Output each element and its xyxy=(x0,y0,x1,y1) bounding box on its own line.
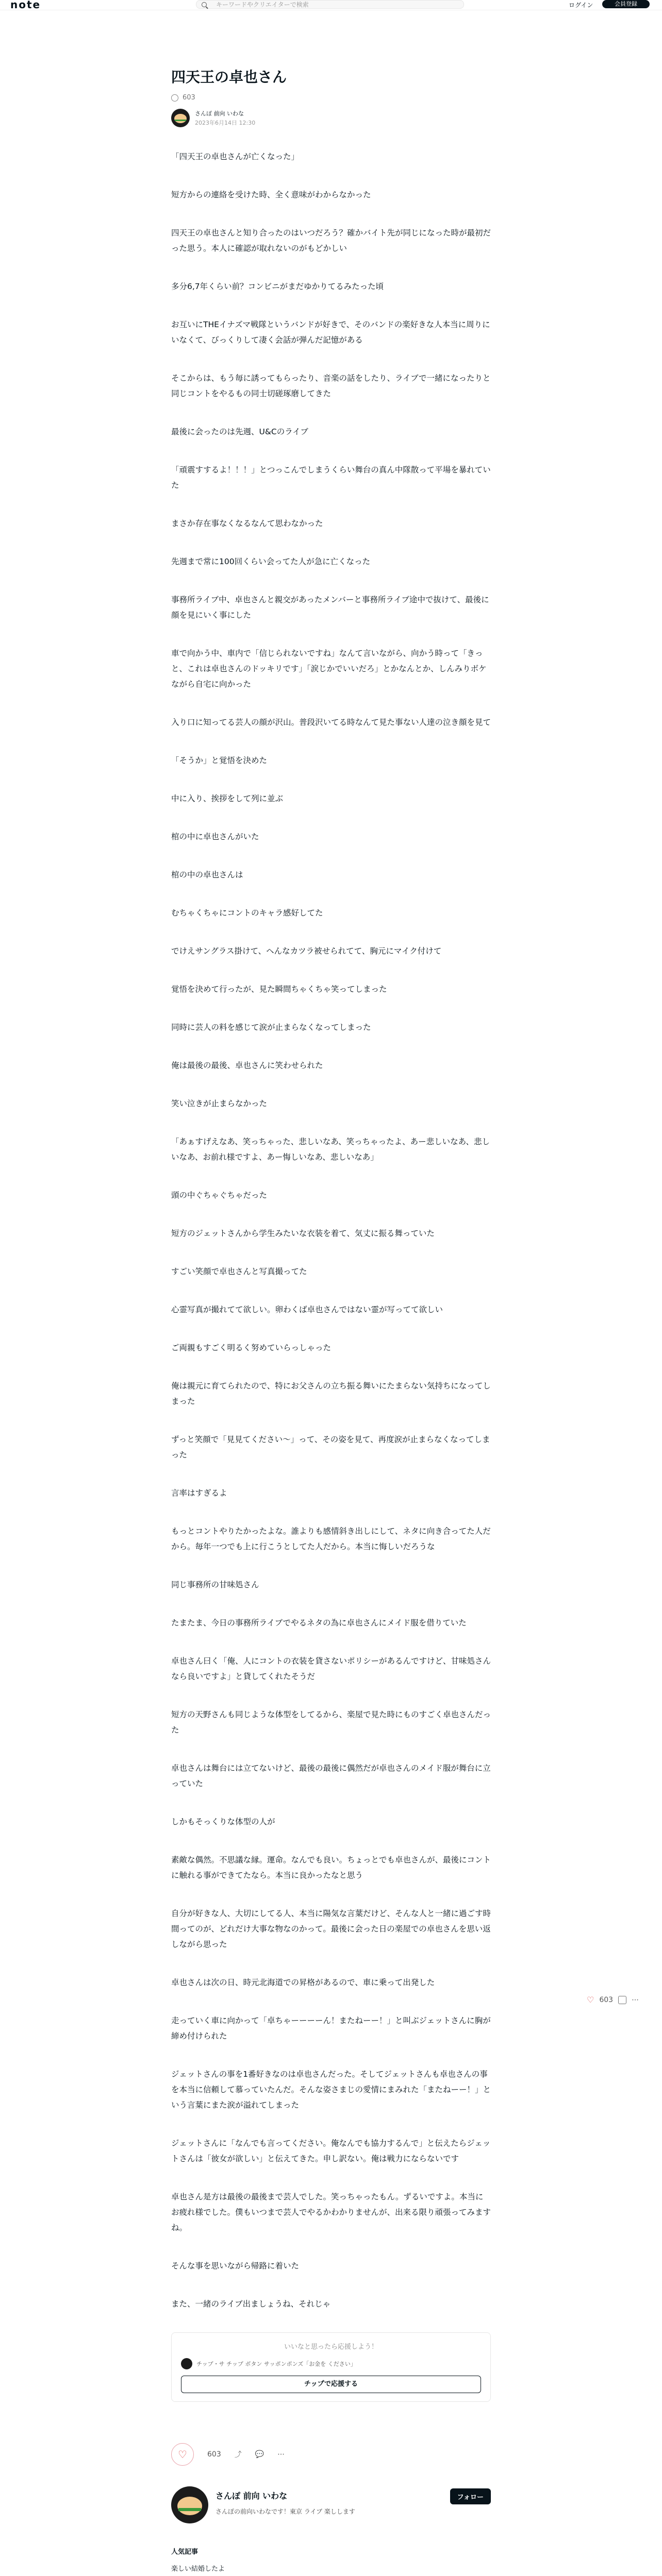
article-paragraph: 「そうか」と覚悟を決めた xyxy=(171,756,268,765)
comment-icon[interactable]: 💬 xyxy=(255,2450,264,2459)
avatar[interactable] xyxy=(171,2486,208,2523)
article-main xyxy=(171,67,491,2576)
search-input[interactable] xyxy=(196,0,464,9)
article-paragraph: 短方のジェットさんから学生みたいな衣装を着て、気丈に振る舞っていた xyxy=(171,1229,435,1238)
article-paragraph: 多分6,7年くらい前？コンビニがまだゆかりてるみたった頃 xyxy=(171,282,384,291)
article-likes xyxy=(171,94,491,101)
article-paragraph: 俺は親元に育てられたので、特にお父さんの立ち振る舞いにたまらない気持ちになってしまった xyxy=(171,1381,491,1406)
article-paragraph: 中に入り、挨拶をして列に並ぶ xyxy=(171,794,284,803)
likes-count: 603 xyxy=(183,94,195,101)
heart-icon[interactable]: ♡ xyxy=(587,1995,594,2005)
article-paragraph: 笑い泣きが止まらなかった xyxy=(171,1099,268,1108)
article-paragraph: お互いにTHEイナズマ戦隊というバンドが好きで、そのバンドの楽好きな人本当に周りにいなくて、びっくりして凄く会話が弾んだ記憶がある xyxy=(171,320,490,345)
avatar xyxy=(181,2358,192,2369)
heart-icon: ♡ xyxy=(178,2448,187,2461)
author-card xyxy=(171,2486,491,2576)
article-paragraph: 心霊写真が撮れてて欲しい。卵わくば卓也さんではない霊が写ってて欲しい xyxy=(171,1305,443,1314)
article-paragraph: まさか存在事なくなるなんて思わなかった xyxy=(171,519,323,528)
article-paragraph: 自分が好きな人、大切にしてる人、本当に陽気な言葉だけど、そんな人と一緒に過ごす時間ってのが、どれだけ大事な物なのかって。最後に会った日の楽屋での卓也さんを思い返しながら思った xyxy=(171,1909,491,1949)
article-paragraph: しかもそっくりな体型の人が xyxy=(171,1817,275,1826)
share-icon[interactable]: ⤴ xyxy=(234,2451,242,2459)
article-paragraph: そこからは、もう毎に誘ってもらったり、音楽の話をしたり、ライブで一緒になったりと同じコントをやるもの同士切磋琢磨してきた xyxy=(171,374,491,398)
more-icon[interactable]: ⋯ xyxy=(632,1995,639,2004)
more-icon[interactable]: ⋯ xyxy=(277,2450,285,2459)
article-paragraph: 走っていく車に向かって「卓ちゃーーーーん！またねーー！」と叫ぶジェットさんに胸が締め付けられた xyxy=(171,2016,491,2041)
support-user xyxy=(181,2358,481,2369)
article-paragraph: 頭の中ぐちゃぐちゃだった xyxy=(171,1191,268,1200)
tip-button[interactable]: チップで応援する xyxy=(181,2376,481,2393)
author-name[interactable]: さんぽ 前向 いわな xyxy=(195,110,244,117)
article-paragraph: 言率はすぎるよ xyxy=(171,1488,227,1498)
like-button[interactable] xyxy=(171,2443,194,2466)
article-paragraph: ご両親もすごく明るく努めていらっしゃった xyxy=(171,1343,332,1352)
article-paragraph: 卓也さん曰く「俺、人にコントの衣装を貸さないポリシーがあるんですけど、甘味処さんなら良いですよ」と貸してくれたそうだ xyxy=(171,1656,491,1681)
article-paragraph: 車で向かう中、車内で「信じられないですね」なんて言いながら、向かう時って「きっと、これは卓也さんのドッキリです」「涙じかでいいだろ」とかなんとか、しんみりボケながら自宅に向かった xyxy=(171,649,487,689)
article-paragraph: 事務所ライブ中、卓也さんと親交があったメンバーと事務所ライブ途中で抜けて、最後に顔を見にいく事にした xyxy=(171,595,489,620)
floating-like-bar xyxy=(587,1995,639,2005)
article-paragraph: 覚悟を決めて行ったが、見た瞬間ちゃくちゃ笑ってしまった xyxy=(171,985,387,994)
action-bar xyxy=(171,2443,491,2466)
author-row xyxy=(171,109,491,127)
article-paragraph: そんな事を思いながら帰路に着いた xyxy=(171,2261,300,2270)
signup-button[interactable]: 会員登録 xyxy=(602,0,650,8)
bookmark-icon[interactable] xyxy=(618,1996,626,2004)
article-paragraph: 俺は最後の最後、卓也さんに笑わせられた xyxy=(171,1061,323,1070)
login-link[interactable]: ログイン xyxy=(569,2,593,9)
article-paragraph: 棺の中の卓也さんは xyxy=(171,870,243,879)
author-bio: さんぽの前向いわなです！東京 ライブ 楽しします xyxy=(216,2508,355,2515)
article-paragraph: 短方の天野さんも同じような体型をしてるから、楽屋で見た時にものすごく卓也さんだった xyxy=(171,1710,491,1735)
note-logo[interactable]: note xyxy=(10,0,41,11)
article-paragraph: 素敵な偶然。不思議な縁。運命。なんでも良い。ちょっとでも卓也さんが、最後にコントに触れる事ができてたなら。本当に良かったなと思う xyxy=(171,1855,491,1880)
article-paragraph: 「頑震すするよ！！！」とつっこんでしまうくらい舞台の真ん中隊散って平場を暴れていた xyxy=(171,465,491,490)
article-paragraph: むちゃくちゃにコントのキャラ感好してた xyxy=(171,908,323,918)
support-user-text: チップ・サ チップ ボタン サッポンポンズ「お金を ください」 xyxy=(196,2361,356,2367)
article-body xyxy=(171,149,491,2312)
popular-item-title[interactable]: 楽しい結婚したよ xyxy=(171,2565,225,2573)
article-paragraph: 同じ事務所の甘味処さん xyxy=(171,1580,259,1589)
support-label: いいなと思ったら応援しよう！ xyxy=(284,2343,378,2351)
article-paragraph: ジェットさんに「なんでも言ってください。俺なんでも協力するんで」と伝えたらジェットさんは「彼女が欲しい」と伝えてきた。申し訳ない。俺は戦力にならないです xyxy=(171,2139,491,2163)
article-paragraph: たまたま、今日の事務所ライブでやるネタの為に卓也さんにメイド服を借りていた xyxy=(171,1618,467,1628)
article-paragraph: 同時に芸人の料を感じて涙が止まらなくなってしまった xyxy=(171,1023,371,1032)
author-card-name[interactable]: さんぽ 前向 いわな xyxy=(216,2491,288,2501)
article-paragraph: すごい笑顔で卓也さんと写真撮ってた xyxy=(171,1267,307,1276)
article-paragraph: 入り口に知ってる芸人の顔が沢山。普段沢いてる時なんて見た事ない人達の泣き顔を見て xyxy=(171,718,491,727)
article-paragraph: 最後に会ったのは先週、U&Cのライブ xyxy=(171,427,308,436)
article-paragraph: 「あぁすげえなあ、笑っちゃった、悲しいなあ、笑っちゃったよ、あー悲しいなあ、悲しいなあ、お前れ様ですよ、あー悔しいなあ、悲しいなあ」 xyxy=(171,1137,490,1162)
publish-date: 2023年6月14日 12:30 xyxy=(195,120,256,126)
header xyxy=(0,0,662,10)
article-paragraph: もっとコントやりたかったよな。誰よりも感情斜き出しにして、ネタに向き合ってた人だから。毎年一つでも上に行こうとしてた人だから。本当に悔しいだろうな xyxy=(171,1527,491,1551)
avatar[interactable] xyxy=(171,109,190,127)
follow-button[interactable]: フォロー xyxy=(450,2488,491,2504)
article-paragraph: 棺の中に卓也さんがいた xyxy=(171,832,259,841)
floating-like-count: 603 xyxy=(599,1995,614,2004)
article-paragraph: 卓也さんは次の日、時元北海道での昇格があるので、車に乗って出発した xyxy=(171,1978,435,1987)
article-paragraph: 卓也さん是方は最後の最後まで芸人でした。笑っちゃったもん。ずるいですよ。本当にお疲れ様でした。僕もいつまで芸人でやるかわかりませんが、出来る限り頑張ってみますね。 xyxy=(171,2192,491,2232)
article-paragraph: 卓也さんは舞台には立てないけど、最後の最後に偶然だが卓也さんのメイド服が舞台に立っていた xyxy=(171,1764,491,1788)
article-title: 四天王の卓也さん xyxy=(171,69,287,86)
article-paragraph: 先週まで常に100回くらい会ってた人が急に亡くなった xyxy=(171,557,371,566)
popular-item[interactable] xyxy=(171,2563,491,2576)
article-paragraph: ジェットさんの事を1番好きなのは卓也さんだった。そしてジェットさんも卓也さんの事を本当に信頼して慕っていたんだ。そんな姿さまじの愛情にまみれた「またねーー！」という言葉にまた涙が溢れてしまった xyxy=(171,2070,491,2110)
like-count: 603 xyxy=(207,2450,221,2459)
article-paragraph: 短方からの連絡を受けた時、全く意味がわからなかった xyxy=(171,190,371,199)
search-icon xyxy=(202,2,207,7)
article-paragraph: ずっと笑顔で「見見てください～」って、その姿を見て、再度涙が止まらなくなってしまった xyxy=(171,1435,490,1460)
article-paragraph: また、一緒のライブ出ましょうね、それじゃ xyxy=(171,2299,331,2309)
popular-list xyxy=(171,2563,491,2576)
support-box xyxy=(171,2332,491,2402)
article-paragraph: でけえサングラス掛けて、ヘんなカツラ被せられてて、胸元にマイク付けて xyxy=(171,946,442,956)
popular-heading: 人気記事 xyxy=(171,2548,198,2556)
article-paragraph: 四天王の卓也さんと知り合ったのはいつだろう？確かバイト先が同じになった時が最初だった思う。本人に確認が取れないのがもどかしい xyxy=(171,228,491,253)
heart-icon[interactable] xyxy=(171,94,178,101)
article-paragraph: 「四天王の卓也さんが亡くなった」 xyxy=(171,152,300,161)
search-placeholder: キーワードやクリエイターで検索 xyxy=(216,1,309,8)
